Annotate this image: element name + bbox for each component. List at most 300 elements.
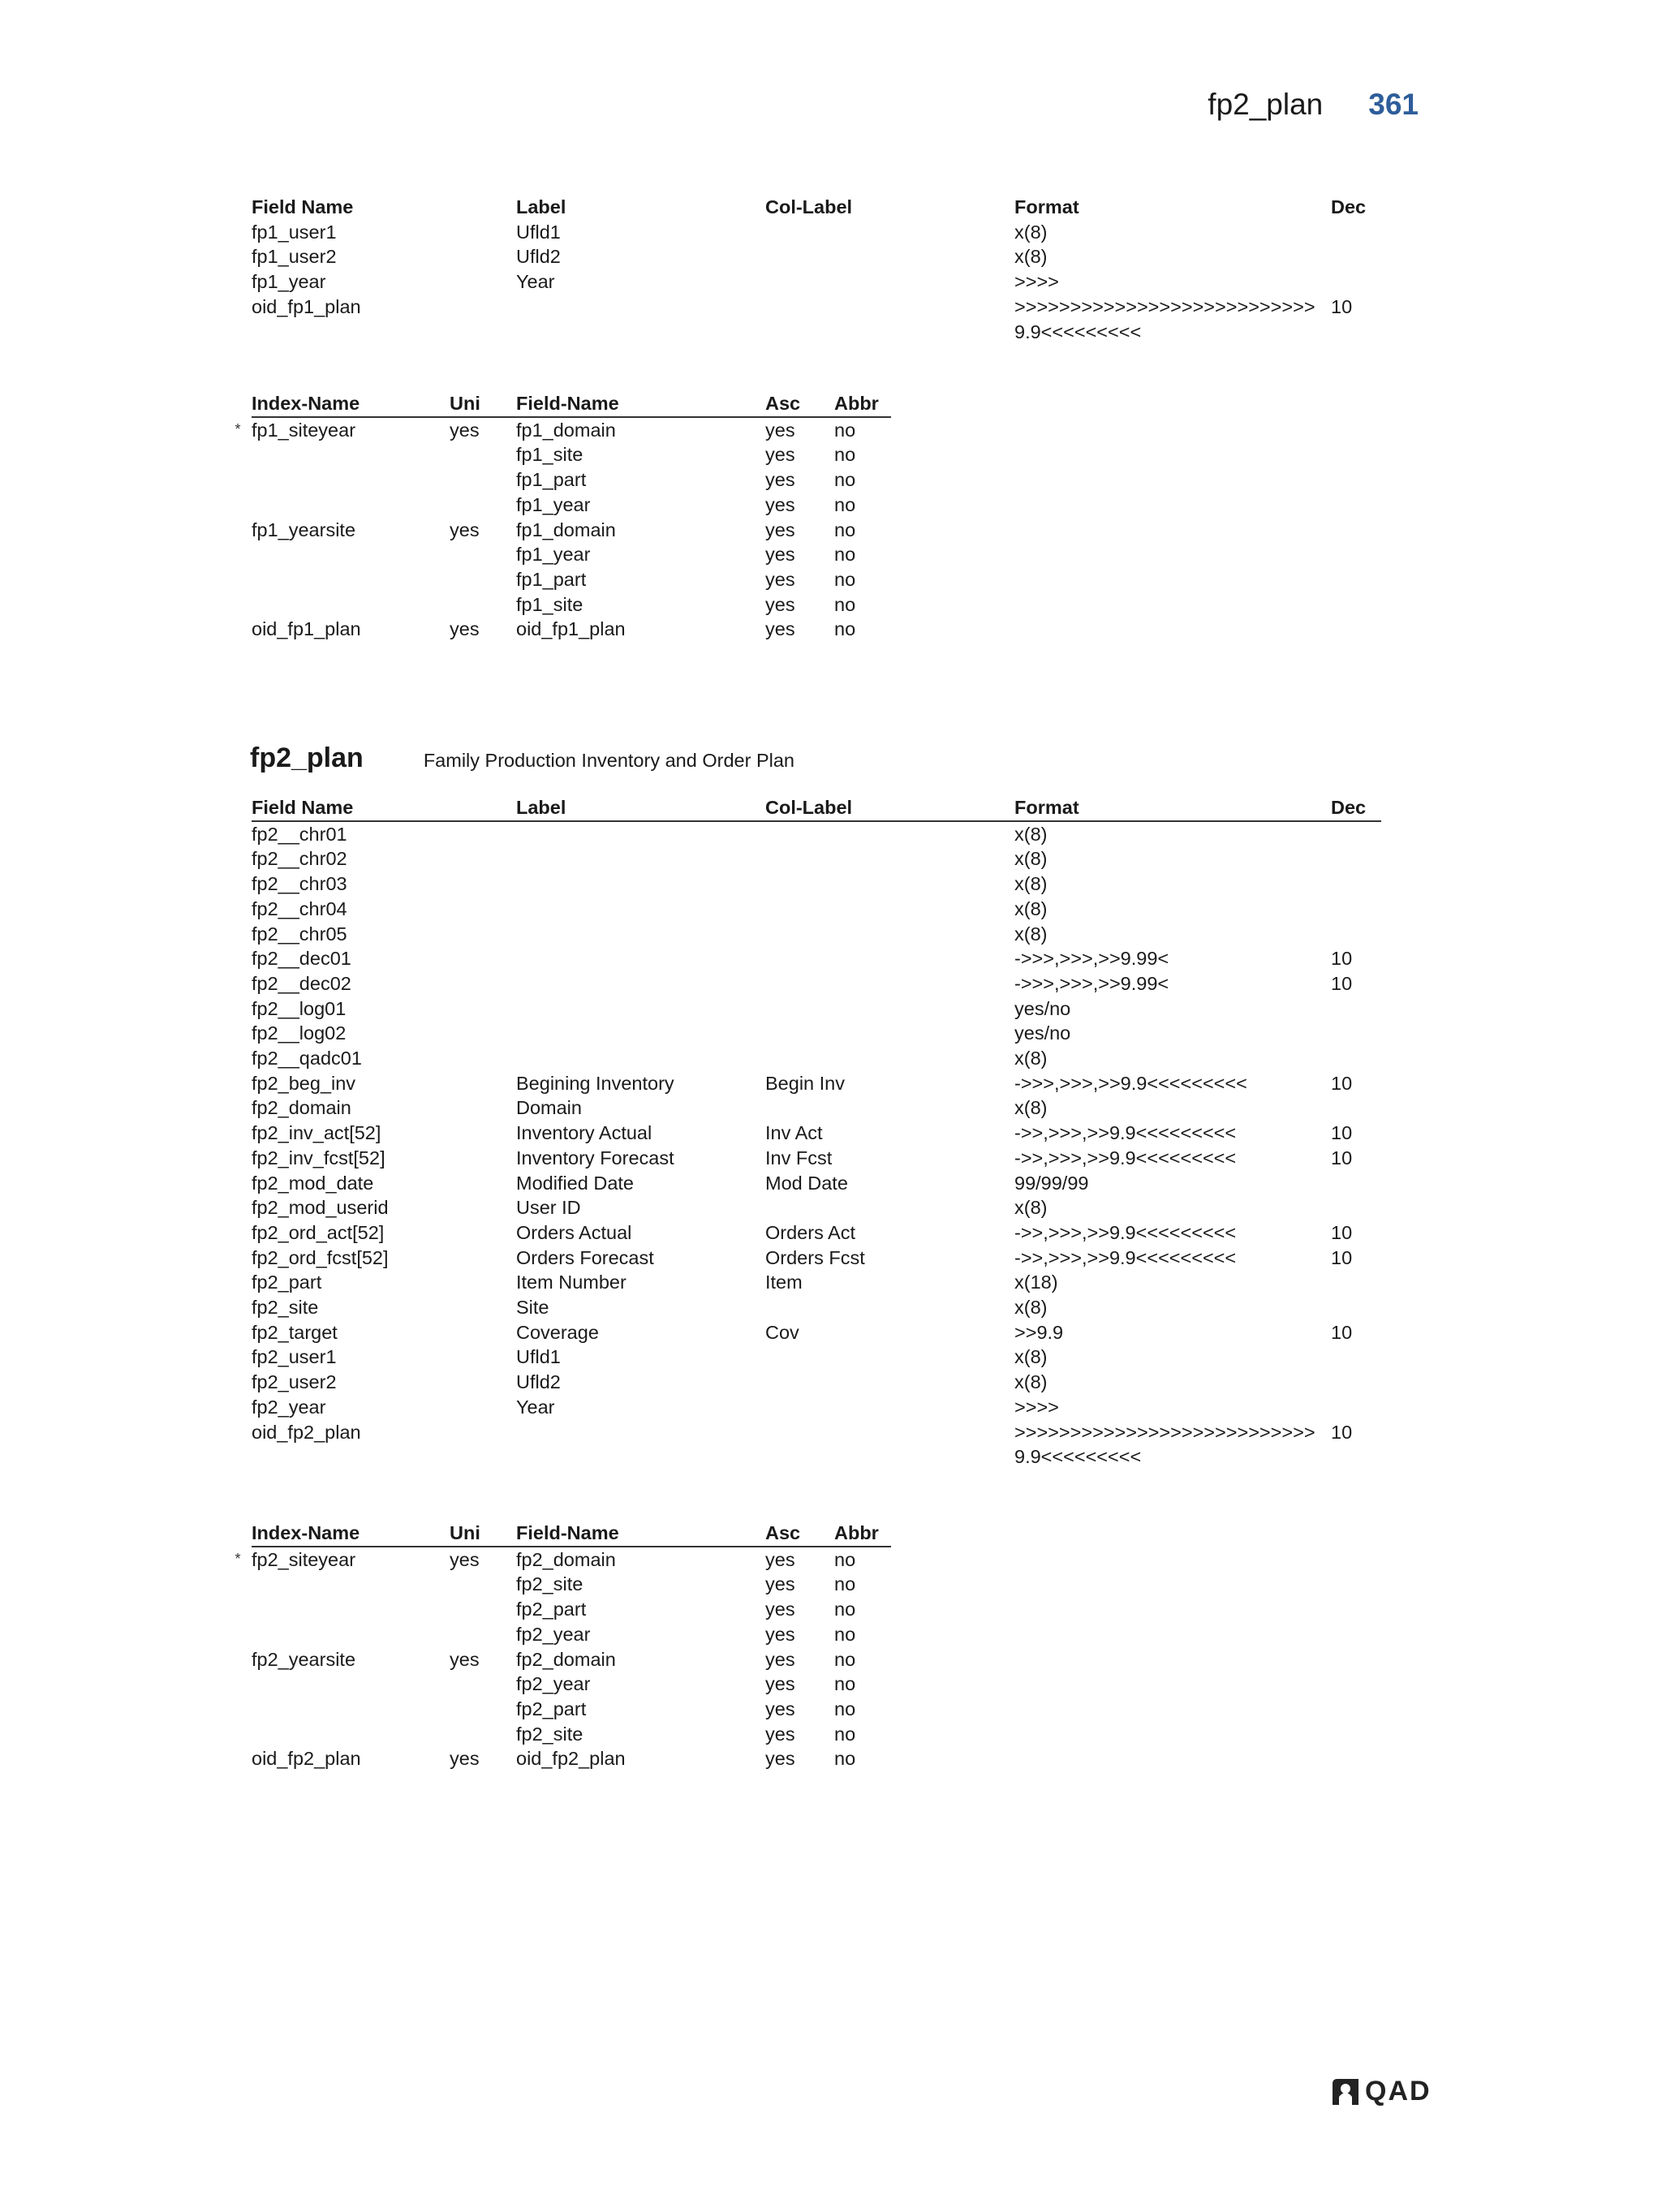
table-cell [450, 1672, 516, 1697]
table-cell: fp2_site [516, 1723, 583, 1745]
column-header-asc: Asc [765, 1521, 834, 1547]
field-table-header [224, 195, 1378, 220]
table-cell [450, 1597, 516, 1622]
table-cell [450, 467, 516, 493]
fp1-index-table [224, 391, 891, 642]
field-row [224, 871, 1381, 897]
field-row [224, 922, 1381, 947]
table-cell: yes [765, 1548, 795, 1570]
field-row [224, 1146, 1381, 1171]
table-cell [1331, 1370, 1381, 1395]
table-cell: Inventory Forecast [516, 1147, 674, 1168]
table-cell: Orders Act [765, 1221, 856, 1243]
table-cell: Year [516, 1396, 555, 1418]
table-cell: Year [516, 271, 555, 293]
table-cell: no [834, 519, 856, 540]
column-header-asc: Asc [765, 391, 834, 417]
table-cell: fp1_year [516, 493, 591, 515]
field-row [224, 1095, 1381, 1121]
marker-cell [224, 1370, 252, 1395]
table-cell: oid_fp1_plan [252, 295, 361, 317]
index-row [224, 1647, 891, 1672]
table-cell: x(8) [1014, 246, 1048, 268]
field-row [224, 244, 1378, 269]
table-cell: 10 [1331, 1246, 1353, 1268]
table-cell: >>>> [1014, 271, 1059, 293]
table-cell: yes [765, 593, 795, 615]
marker-cell [224, 1320, 252, 1345]
table-cell [450, 1722, 516, 1747]
table-cell [252, 567, 450, 592]
marker-cell [224, 1121, 252, 1146]
table-cell: yes [450, 1748, 480, 1770]
table-cell: Begining Inventory [516, 1072, 674, 1094]
table-cell: fp1_yearsite [252, 519, 356, 540]
table-cell [1331, 1270, 1381, 1295]
column-header-dec: Dec [1331, 196, 1367, 217]
primary-index-marker [224, 1746, 252, 1771]
table-cell [450, 1622, 516, 1647]
table-cell: yes [765, 1673, 795, 1695]
table-cell: Ufld2 [516, 1371, 561, 1393]
table-cell: no [834, 444, 856, 466]
table-cell [252, 1597, 450, 1622]
table-cell: yes [765, 568, 795, 590]
column-header-col-label: Col-Label [765, 795, 1014, 821]
marker-cell [224, 946, 252, 971]
table-cell [516, 946, 765, 971]
table-cell: fp2__chr03 [252, 873, 347, 895]
table-cell: yes [765, 519, 795, 540]
table-cell: Ufld2 [516, 246, 561, 268]
table-cell: yes [765, 618, 795, 640]
table-cell [450, 1697, 516, 1722]
column-header-uni: Uni [450, 1521, 516, 1547]
column-header-index-name: Index-Name [252, 391, 450, 417]
table-cell: fp2_domain [516, 1648, 616, 1670]
table-cell: Begin Inv [765, 1072, 845, 1094]
table-cell [516, 922, 765, 947]
table-cell [765, 821, 1014, 847]
table-cell: oid_fp1_plan [516, 618, 626, 640]
table-cell: Inventory Actual [516, 1122, 652, 1144]
table-name: fp2_plan [250, 742, 364, 773]
table-cell [450, 493, 516, 518]
table-cell: fp2__chr02 [252, 848, 347, 870]
table-cell: ->>,>>>,>>9.9<<<<<<<<< [1014, 1246, 1237, 1268]
table-cell: fp2__log02 [252, 1022, 347, 1044]
marker-cell [224, 1246, 252, 1271]
table-cell: x(8) [1014, 1097, 1048, 1119]
table-cell [1331, 1195, 1381, 1220]
table-cell: Cov [765, 1321, 799, 1343]
table-cell [765, 244, 1014, 269]
marker-cell [224, 1395, 252, 1420]
field-row [224, 1071, 1381, 1096]
table-cell: no [834, 1748, 856, 1770]
table-cell: Orders Fcst [765, 1246, 865, 1268]
field-row [224, 295, 1378, 344]
table-cell: Domain [516, 1097, 582, 1119]
table-cell: fp2_year [516, 1623, 591, 1645]
marker-cell [224, 1220, 252, 1246]
table-cell: fp1_site [516, 444, 583, 466]
table-cell: fp2_year [516, 1673, 591, 1695]
table-cell: fp2_mod_userid [252, 1197, 389, 1219]
table-cell: yes/no [1014, 1022, 1071, 1044]
primary-index-marker [224, 542, 252, 567]
primary-index-marker [224, 442, 252, 467]
table-cell [1331, 1295, 1381, 1320]
table-cell: Modified Date [516, 1172, 634, 1194]
table-cell: fp2__dec01 [252, 948, 351, 970]
marker-column-header [224, 1521, 252, 1547]
table-cell: Item [765, 1272, 803, 1293]
table-cell: fp2_siteyear [252, 1548, 356, 1570]
index-row [224, 1547, 891, 1573]
primary-index-marker [224, 617, 252, 642]
table-cell: no [834, 419, 856, 441]
marker-cell [224, 1420, 252, 1470]
table-cell: Item Number [516, 1272, 626, 1293]
table-cell: x(8) [1014, 1371, 1048, 1393]
field-row [224, 1320, 1381, 1345]
table-cell [516, 1420, 765, 1470]
table-cell: >>>>>>>>>>>>>>>>>>>>>>>>>>>9.9<<<<<<<<< [1014, 1421, 1315, 1468]
marker-column-header [224, 391, 252, 417]
table-cell: no [834, 1648, 856, 1670]
table-cell: Ufld1 [516, 221, 561, 243]
table-cell [765, 269, 1014, 295]
column-header-field-name: Field-Name [516, 1521, 765, 1547]
table-cell: ->>>,>>>,>>9.99< [1014, 972, 1169, 994]
table-cell: no [834, 544, 856, 566]
table-cell [252, 1622, 450, 1647]
table-cell: no [834, 493, 856, 515]
table-cell: 10 [1331, 1072, 1353, 1094]
primary-index-marker [224, 1597, 252, 1622]
marker-cell [224, 1195, 252, 1220]
primary-index-marker [224, 567, 252, 592]
table-cell: yes [450, 1548, 480, 1570]
index-row [224, 542, 891, 567]
field-row [224, 1395, 1381, 1420]
table-cell: 10 [1331, 295, 1353, 317]
table-cell: oid_fp1_plan [252, 618, 361, 640]
table-cell: fp1_user1 [252, 221, 337, 243]
fp2-field-table [224, 795, 1381, 1470]
table-cell: no [834, 618, 856, 640]
table-cell: fp1_part [516, 568, 587, 590]
field-row [224, 1370, 1381, 1395]
primary-index-marker [224, 592, 252, 618]
field-row [224, 971, 1381, 996]
table-cell [765, 1195, 1014, 1220]
table-cell: no [834, 1723, 856, 1745]
table-cell [516, 846, 765, 871]
table-cell: fp2_part [516, 1698, 587, 1719]
table-cell: fp1_siteyear [252, 419, 356, 441]
table-cell [765, 1370, 1014, 1395]
table-cell: Orders Forecast [516, 1246, 654, 1268]
running-title: fp2_plan [1208, 88, 1324, 121]
table-cell: yes [765, 1723, 795, 1745]
table-cell [765, 1420, 1014, 1470]
table-cell: yes/no [1014, 997, 1071, 1019]
table-cell: yes [450, 1648, 480, 1670]
table-cell: x(18) [1014, 1272, 1058, 1293]
table-cell: fp2_yearsite [252, 1648, 356, 1670]
table-cell: no [834, 568, 856, 590]
marker-cell [224, 1095, 252, 1121]
table-cell [516, 996, 765, 1022]
primary-index-marker [224, 467, 252, 493]
index-row [224, 442, 891, 467]
table-cell: fp2_site [252, 1297, 319, 1319]
page-header [1208, 88, 1419, 133]
table-cell: yes [765, 1648, 795, 1670]
column-header-format: Format [1014, 795, 1331, 821]
primary-index-marker [224, 1622, 252, 1647]
marker-cell [224, 1071, 252, 1096]
table-cell: x(8) [1014, 221, 1048, 243]
table-cell [765, 846, 1014, 871]
table-cell [516, 897, 765, 922]
table-cell: ->>,>>>,>>9.9<<<<<<<<< [1014, 1221, 1237, 1243]
table-cell: fp2_part [252, 1272, 322, 1293]
table-cell: yes [765, 419, 795, 441]
marker-cell [224, 1146, 252, 1171]
field-row [224, 996, 1381, 1022]
marker-cell [224, 971, 252, 996]
table-cell: User ID [516, 1197, 581, 1219]
table-cell [1331, 1095, 1381, 1121]
table-cell [252, 542, 450, 567]
table-cell: x(8) [1014, 823, 1048, 845]
marker-cell [224, 295, 252, 344]
table-cell [1331, 846, 1381, 871]
marker-cell [224, 871, 252, 897]
table-cell: x(8) [1014, 848, 1048, 870]
table-cell: yes [765, 1748, 795, 1770]
table-cell: x(8) [1014, 923, 1048, 945]
table-cell: fp2_inv_fcst[52] [252, 1147, 385, 1168]
table-cell: fp1_year [516, 544, 591, 566]
table-cell: x(8) [1014, 873, 1048, 895]
marker-cell [224, 269, 252, 295]
primary-index-marker: * [235, 1550, 241, 1567]
marker-cell [224, 220, 252, 245]
table-cell [1331, 897, 1381, 922]
table-cell: yes [765, 1623, 795, 1645]
table-cell: fp1_year [252, 271, 326, 293]
table-cell [1331, 244, 1378, 269]
table-cell [450, 542, 516, 567]
table-cell: Coverage [516, 1321, 599, 1343]
field-row [224, 1220, 1381, 1246]
index-row [224, 417, 891, 443]
table-cell [252, 442, 450, 467]
table-cell: no [834, 1673, 856, 1695]
table-cell [450, 592, 516, 618]
table-cell [252, 1722, 450, 1747]
column-header-field-name: Field Name [252, 196, 354, 217]
table-cell [1331, 1021, 1381, 1046]
table-cell: 99/99/99 [1014, 1172, 1089, 1194]
marker-column-header [224, 795, 252, 821]
table-cell [1331, 1345, 1381, 1370]
table-cell [765, 871, 1014, 897]
index-row [224, 493, 891, 518]
table-cell [252, 1697, 450, 1722]
table-cell: yes [765, 1573, 795, 1595]
table-cell: fp1_domain [516, 519, 616, 540]
column-header-uni: Uni [450, 391, 516, 417]
qad-logo [1331, 2076, 1432, 2107]
table-cell [765, 220, 1014, 245]
table-cell: fp2_beg_inv [252, 1072, 356, 1094]
table-cell: 10 [1331, 1421, 1353, 1443]
table-cell [765, 1345, 1014, 1370]
marker-cell [224, 1171, 252, 1196]
table-cell [1331, 821, 1381, 847]
table-cell: Ufld1 [516, 1346, 561, 1368]
column-header-abbr: Abbr [834, 391, 891, 417]
table-cell: ->>,>>>,>>9.9<<<<<<<<< [1014, 1147, 1237, 1168]
table-cell [1331, 1395, 1381, 1420]
marker-cell [224, 996, 252, 1022]
fp1-field-table [224, 195, 1378, 344]
table-cell [252, 592, 450, 618]
index-row [224, 518, 891, 543]
column-header-format: Format [1014, 196, 1079, 217]
field-row [224, 269, 1378, 295]
table-cell [765, 1395, 1014, 1420]
field-row [224, 1195, 1381, 1220]
marker-cell [224, 1345, 252, 1370]
table-cell: no [834, 593, 856, 615]
field-row [224, 846, 1381, 871]
table-cell: fp2_year [252, 1396, 326, 1418]
table-cell: no [834, 1573, 856, 1595]
field-row [224, 220, 1378, 245]
table-cell [450, 442, 516, 467]
table-cell: 10 [1331, 1122, 1353, 1144]
table-cell: x(8) [1014, 1297, 1048, 1319]
table-cell [765, 971, 1014, 996]
table-cell: fp2_ord_act[52] [252, 1221, 385, 1243]
table-cell: Inv Fcst [765, 1147, 833, 1168]
marker-cell [224, 1295, 252, 1320]
index-row [224, 1746, 891, 1771]
column-header-dec: Dec [1331, 795, 1381, 821]
table-cell [450, 567, 516, 592]
table-cell: fp1_site [516, 593, 583, 615]
table-cell: Orders Actual [516, 1221, 632, 1243]
column-header-label: Label [516, 795, 765, 821]
column-header-field-name: Field Name [252, 795, 516, 821]
table-cell: no [834, 1548, 856, 1570]
index-row [224, 1697, 891, 1722]
table-cell: fp2_target [252, 1321, 338, 1343]
table-cell: fp1_part [516, 469, 587, 491]
column-header-abbr: Abbr [834, 1521, 891, 1547]
table-cell [1331, 871, 1381, 897]
table-cell: yes [765, 1599, 795, 1620]
marker-cell [224, 846, 252, 871]
field-row [224, 1246, 1381, 1271]
table-cell [252, 1572, 450, 1597]
table-cell: fp2_user2 [252, 1371, 337, 1393]
column-header-field-name: Field-Name [516, 391, 765, 417]
field-row [224, 1171, 1381, 1196]
table-cell: fp2_inv_act[52] [252, 1122, 381, 1144]
table-cell [1331, 1171, 1381, 1196]
field-table-header [224, 795, 1381, 821]
table-cell: fp2__chr05 [252, 923, 347, 945]
field-row [224, 897, 1381, 922]
table-cell: yes [765, 444, 795, 466]
qad-logo-icon [1331, 2077, 1360, 2107]
table-cell: 10 [1331, 1221, 1353, 1243]
field-row [224, 1420, 1381, 1470]
table-cell [765, 946, 1014, 971]
marker-cell [224, 821, 252, 847]
field-row [224, 821, 1381, 847]
table-cell: no [834, 1623, 856, 1645]
table-cell: >>9.9 [1014, 1321, 1064, 1343]
table-cell: fp2_ord_fcst[52] [252, 1246, 389, 1268]
marker-cell [224, 1021, 252, 1046]
table-cell [516, 971, 765, 996]
index-row [224, 467, 891, 493]
table-cell: fp2__chr01 [252, 823, 347, 845]
index-row [224, 1572, 891, 1597]
table-cell: >>>>>>>>>>>>>>>>>>>>>>>>>>>9.9<<<<<<<<< [1014, 295, 1315, 342]
table-cell: yes [450, 618, 480, 640]
index-table-header [224, 391, 891, 417]
table-cell: fp2_part [516, 1599, 587, 1620]
table-cell [1331, 220, 1378, 245]
table-cell: fp2__chr04 [252, 897, 347, 919]
table-cell: fp2_domain [516, 1548, 616, 1570]
field-row [224, 946, 1381, 971]
table-description: Family Production Inventory and Order Plan [423, 750, 794, 771]
column-header-col-label: Col-Label [765, 196, 853, 217]
index-row [224, 1622, 891, 1647]
table-cell [765, 1021, 1014, 1046]
table-cell: 10 [1331, 972, 1353, 994]
primary-index-marker [224, 1722, 252, 1747]
table-cell [765, 897, 1014, 922]
index-row [224, 1672, 891, 1697]
table-cell: fp2__dec02 [252, 972, 351, 994]
marker-cell [224, 1046, 252, 1071]
table-cell: no [834, 1599, 856, 1620]
table-cell [1331, 996, 1381, 1022]
index-row [224, 592, 891, 618]
table-cell: x(8) [1014, 1197, 1048, 1219]
index-row [224, 1597, 891, 1622]
table-cell: fp2_site [516, 1573, 583, 1595]
field-row [224, 1046, 1381, 1071]
index-row [224, 567, 891, 592]
table-cell: yes [450, 519, 480, 540]
table-cell: oid_fp2_plan [252, 1421, 361, 1443]
table-cell: yes [765, 544, 795, 566]
table-cell: fp1_user2 [252, 246, 337, 268]
table-cell [1331, 922, 1381, 947]
